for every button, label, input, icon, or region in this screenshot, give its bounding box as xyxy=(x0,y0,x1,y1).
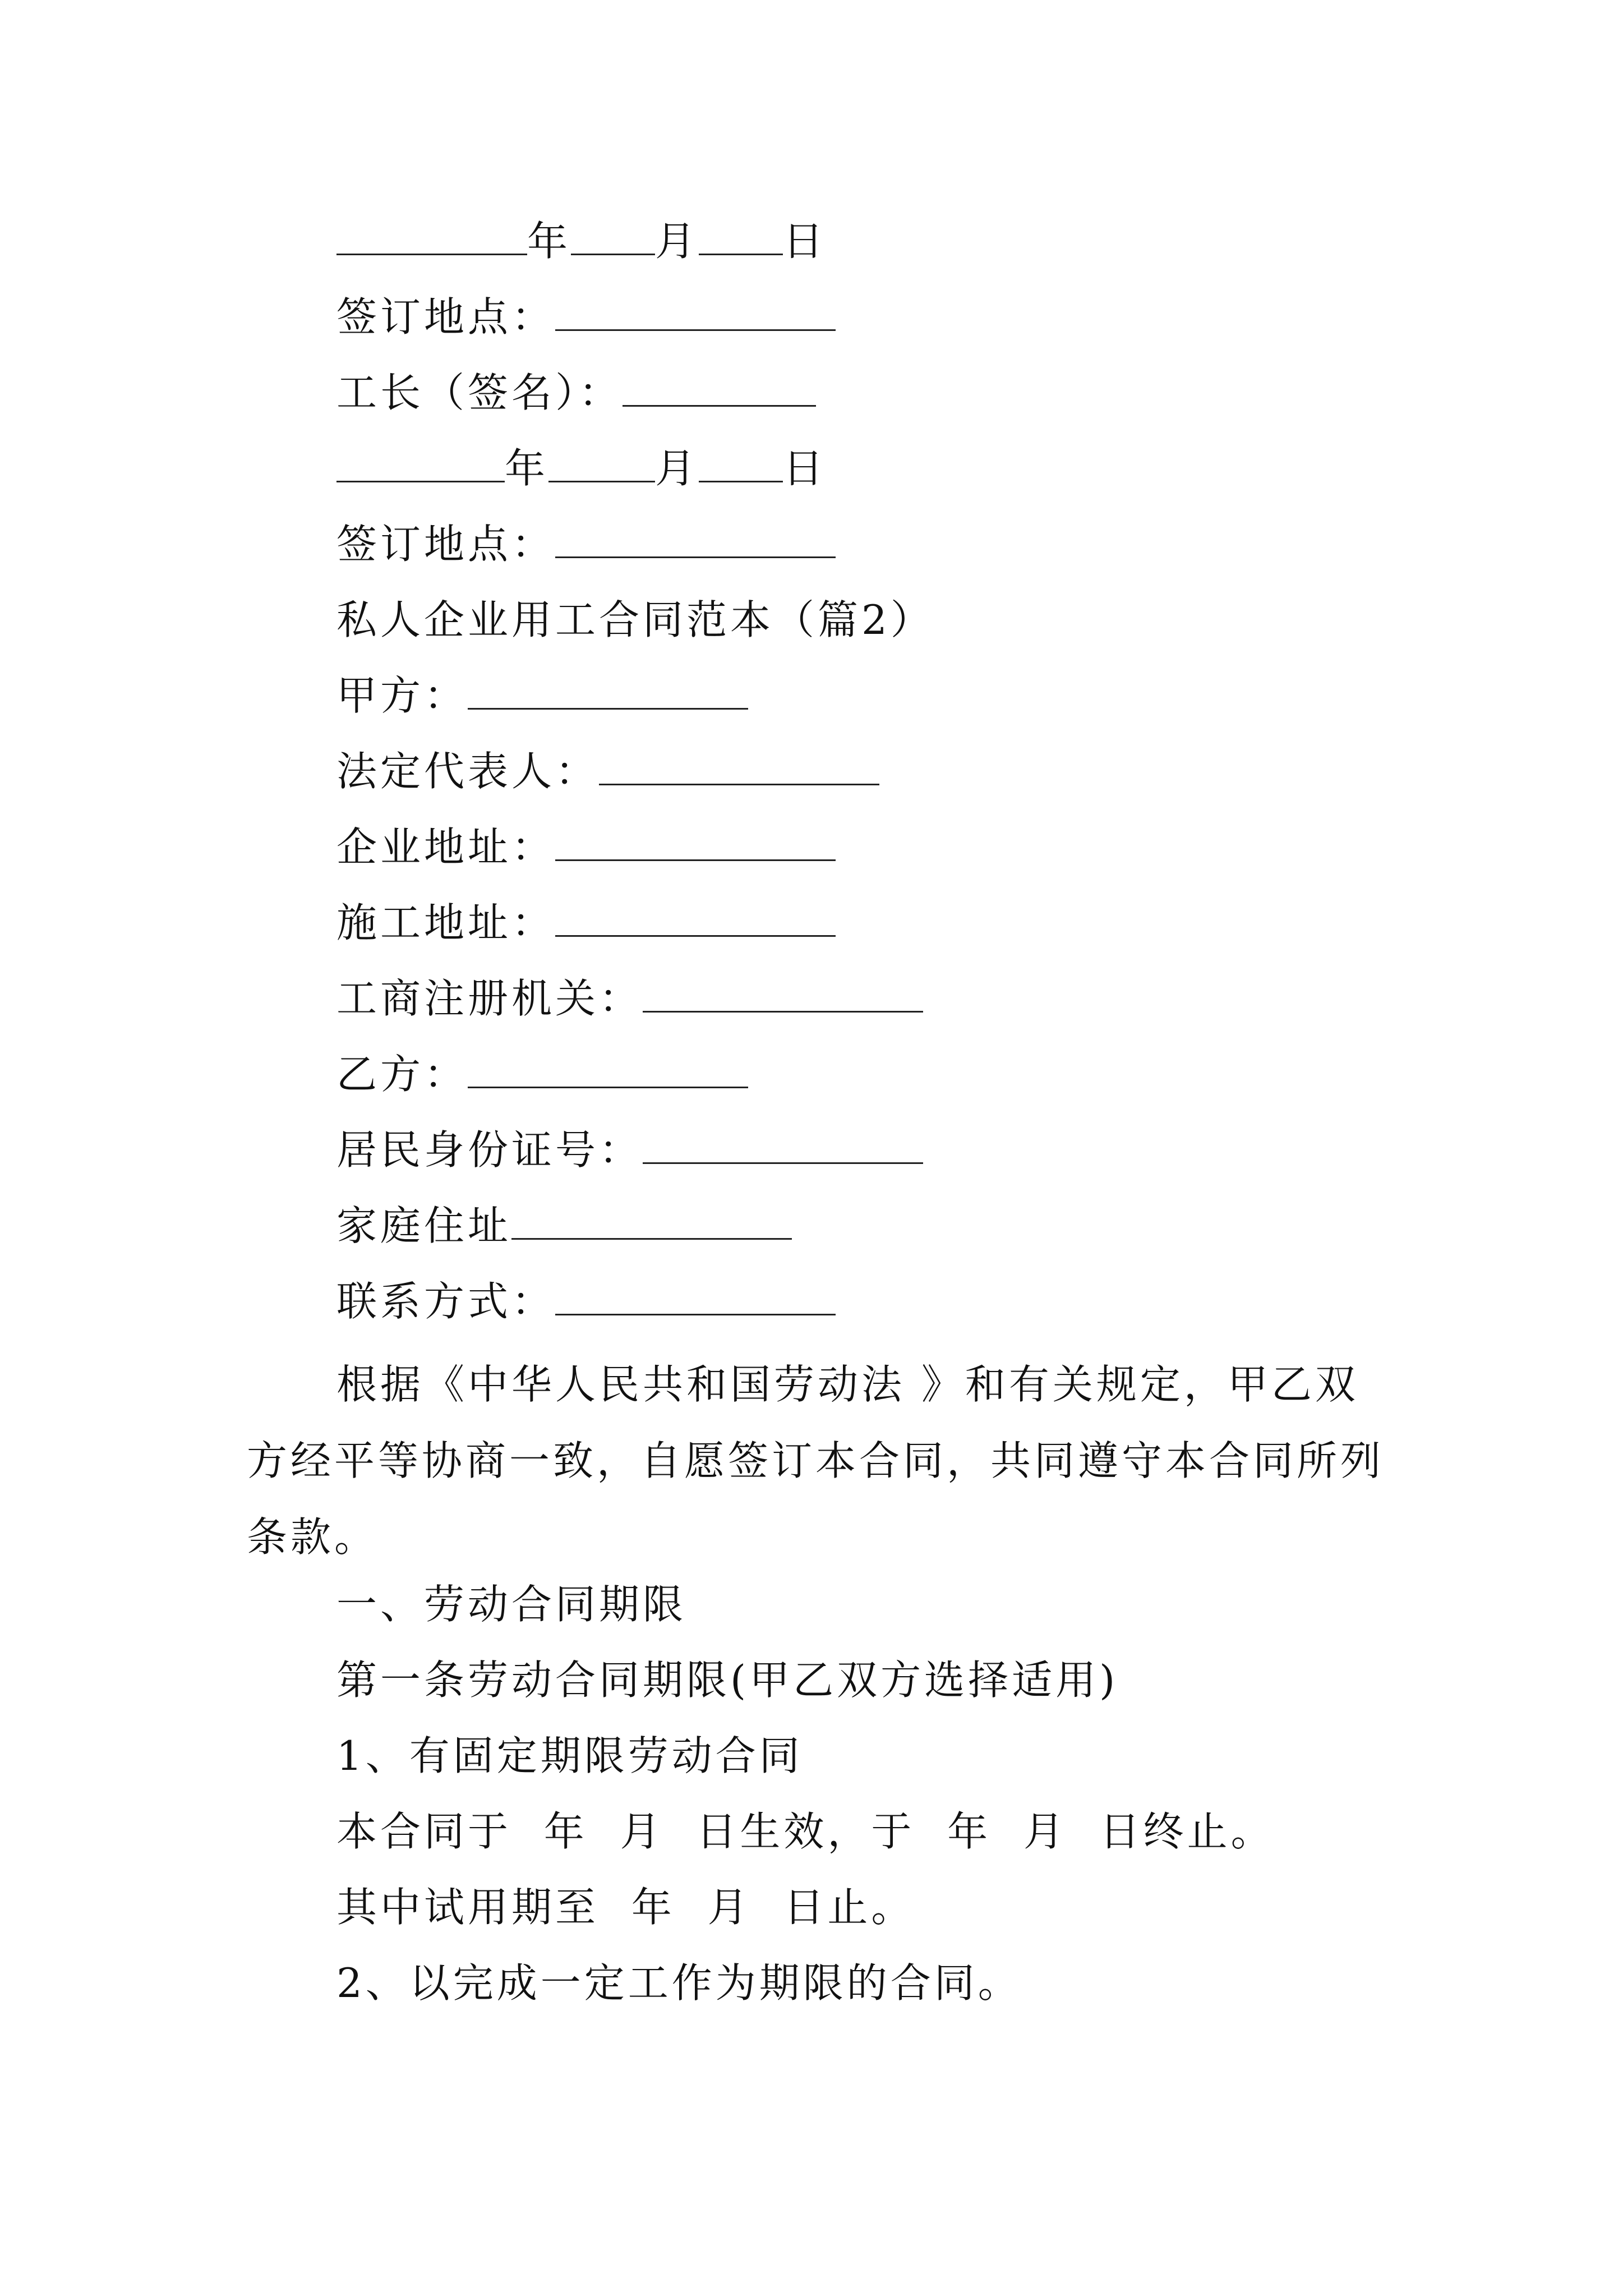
effective-date-text: 本合同于 年 月 日生效，于 年 月 日终止。 xyxy=(336,1808,1275,1855)
date-line-1 xyxy=(336,213,827,269)
signing-place-blank[interactable] xyxy=(555,516,836,558)
company-address-blank[interactable] xyxy=(555,819,836,861)
party-a-label: 甲方： xyxy=(336,672,468,719)
intro-paragraph: 根据《中华人民共和国劳动法 》和有关规定，甲乙双方经平等协商一致，自愿签订本合同，共同遵守本合同所列条款。 xyxy=(247,1361,1385,1561)
id-number-blank[interactable] xyxy=(643,1122,923,1164)
day-blank[interactable] xyxy=(699,213,783,255)
day-label: 日 xyxy=(783,218,827,265)
list-item xyxy=(336,1955,1022,2011)
signing-place-blank[interactable] xyxy=(555,289,836,331)
list-item-text: 2、以完成一定工作为期限的合同。 xyxy=(336,1959,1022,2007)
registration-authority-blank[interactable] xyxy=(643,970,923,1013)
id-number-line xyxy=(336,1122,923,1178)
id-number-label: 居民身份证号： xyxy=(336,1126,643,1174)
article-heading-text: 第一条劳动合同期限(甲乙双方选择适用) xyxy=(336,1657,1119,1704)
foreman-label: 工长（签名）： xyxy=(336,369,623,416)
chapter-heading xyxy=(336,1576,686,1632)
signing-place-label: 签订地点： xyxy=(336,293,556,341)
effective-date-line xyxy=(336,1803,1275,1860)
chapter-heading-text: 一、劳动合同期限 xyxy=(336,1581,687,1628)
party-b-line xyxy=(336,1046,748,1102)
company-address-line xyxy=(336,819,836,875)
registration-authority-line xyxy=(336,970,923,1027)
party-a-line xyxy=(336,668,748,724)
party-b-blank[interactable] xyxy=(468,1046,748,1088)
year-label: 年 xyxy=(527,218,571,265)
foreman-signature-blank[interactable] xyxy=(623,365,816,407)
signing-place-line-2 xyxy=(336,516,836,572)
probation-line xyxy=(336,1879,915,1935)
party-a-blank[interactable] xyxy=(468,668,748,710)
month-blank[interactable] xyxy=(571,213,655,255)
signing-place-line-1 xyxy=(336,289,836,345)
home-address-label: 家庭住址 xyxy=(336,1202,512,1249)
day-label: 日 xyxy=(783,445,827,492)
year-blank[interactable] xyxy=(336,440,505,482)
year-label: 年 xyxy=(505,445,549,492)
legal-rep-blank[interactable] xyxy=(599,743,879,785)
site-address-line xyxy=(336,895,836,951)
contact-label: 联系方式： xyxy=(336,1278,556,1325)
legal-rep-label: 法定代表人： xyxy=(336,748,600,795)
legal-rep-line xyxy=(336,743,879,799)
month-label: 月 xyxy=(655,218,699,265)
home-address-blank[interactable] xyxy=(511,1198,792,1240)
month-label: 月 xyxy=(655,445,699,492)
site-address-label: 施工地址： xyxy=(336,899,556,946)
year-blank[interactable] xyxy=(336,213,527,255)
month-blank[interactable] xyxy=(548,440,655,482)
list-item-text: 1、有固定期限劳动合同 xyxy=(336,1732,803,1779)
company-address-label: 企业地址： xyxy=(336,823,556,871)
party-b-label: 乙方： xyxy=(336,1051,468,1098)
contact-blank[interactable] xyxy=(555,1273,836,1315)
article-heading xyxy=(336,1652,1118,1708)
contact-line xyxy=(336,1273,836,1329)
probation-text: 其中试用期至 年 月 日止。 xyxy=(336,1884,915,1931)
date-line-2 xyxy=(336,440,827,496)
foreman-signature-line xyxy=(336,365,816,421)
day-blank[interactable] xyxy=(699,440,783,482)
section-title xyxy=(336,592,934,648)
list-item xyxy=(336,1728,803,1784)
registration-authority-label: 工商注册机关： xyxy=(336,975,643,1022)
site-address-blank[interactable] xyxy=(555,895,836,937)
section-title-text: 私人企业用工合同范本（篇2） xyxy=(336,596,934,643)
home-address-line xyxy=(336,1198,792,1254)
signing-place-label: 签订地点： xyxy=(336,521,556,568)
